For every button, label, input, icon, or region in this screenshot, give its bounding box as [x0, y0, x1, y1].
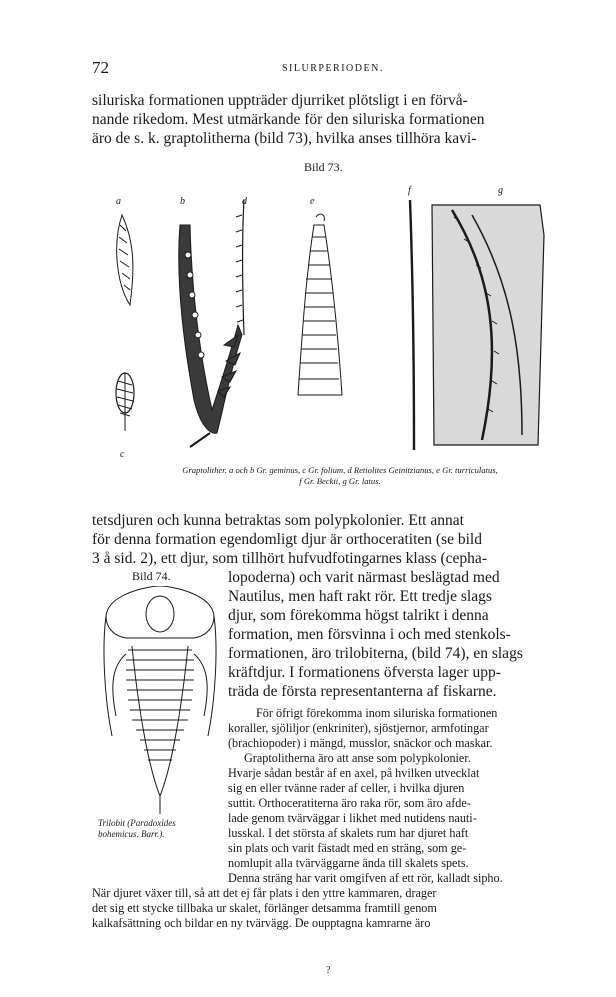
graptolite-illustration — [92, 195, 592, 465]
text-line: Graptolitherna äro att anse som polypkolonier. — [244, 751, 471, 765]
text-line: tetsdjuren och kunna betraktas som polypkolonier. Ett annat — [92, 512, 464, 529]
text-line: nomlupit alla tvärväggarne ända till skalets spets. — [228, 856, 469, 870]
graptolite-b-drawing — [179, 225, 242, 447]
text-line: kräftdjur. I formationens öfversta lager upp- — [228, 664, 501, 681]
caption-line: f Gr. Beckii, g Gr. latus. — [299, 476, 381, 486]
text-line: formationen, äro trilobiterna, (bild 74), en slags — [228, 645, 523, 662]
caption-line: Graptolither. a och b Gr. geminus, c Gr. folium, d Retiolites Geinitzianus, e Gr. turriculatus, — [182, 465, 498, 475]
text-line: lusskal. I det största af skalets rum har djuret haft — [228, 826, 469, 840]
figure-label-a: a — [116, 196, 121, 207]
page-number: 72 — [92, 58, 109, 77]
text-line: för denna formation egendomligt djur är orthoceratiten (se bild — [92, 531, 482, 548]
graptolite-a-drawing — [117, 215, 133, 305]
graptolite-c-drawing — [116, 373, 134, 431]
text-line: suttit. Orthoceratiterna äro raka rör, som äro afde- — [228, 796, 471, 810]
figure-label-e: e — [310, 196, 315, 207]
graptolite-g-drawing — [432, 205, 544, 445]
text-line: träda de första representanterna af fiskarne. — [228, 683, 497, 700]
figure-74-title: Bild 74. — [132, 569, 171, 583]
figure-73-title: Bild 73. — [304, 160, 343, 174]
caption-line: Trilobit (Paradoxides — [98, 818, 176, 828]
text-line: När djuret växer till, så att det ej får plats i den yttre kammaren, drager — [92, 886, 437, 900]
figure-label-d: d — [242, 196, 247, 207]
trilobite-illustration — [98, 586, 222, 816]
graptolite-d-drawing — [236, 200, 244, 335]
text-line: nande rikedom. Mest utmärkande för den siluriska formationen — [92, 111, 485, 128]
text-line: Nautilus, men haft rakt rör. Ett tredje slags — [228, 588, 492, 605]
figure-74-caption — [98, 818, 218, 840]
text-line: det sig ett stycke tillbaka ur skalet, förlänger detsamma framtill genom — [92, 901, 437, 915]
graptolite-e-drawing — [298, 214, 342, 395]
figure-73-caption — [92, 465, 588, 487]
figure-label-b: b — [180, 196, 185, 207]
text-line: lopoderna) och varit närmast beslägtad med — [228, 569, 500, 586]
text-line: 3 å sid. 2), ett djur, som tillhört hufvudfotingarnes klass (cepha- — [92, 550, 487, 567]
text-line: djur, som förekomma högst talrikt i denna — [228, 607, 489, 624]
print-artifact: ? — [326, 965, 331, 976]
figure-label-c: c — [120, 449, 125, 460]
graptolite-f-drawing — [410, 200, 414, 450]
text-line: Hvarje sådan består af en axel, på hvilken utvecklat — [228, 766, 480, 780]
text-line: koraller, sjöliljor (enkriniter), sjöstjernor, armfotingar — [228, 721, 489, 735]
figure-label-g: g — [498, 185, 503, 196]
text-line: sin plats och varit fästadt med en sträng, som ge- — [228, 841, 467, 855]
text-line: formation, men försvinna i och med stenkols- — [228, 626, 511, 643]
text-line: äro de s. k. graptolitherna (bild 73), hvilka anses tillhöra kavi- — [92, 130, 477, 147]
text-line: sig en eller tvänne rader af celler, i hvilka djuren — [228, 781, 465, 795]
caption-line: bohemicus. Barr.). — [98, 829, 165, 839]
text-line: (brachiopoder) i mängd, musslor, snäckor och maskar. — [228, 736, 493, 750]
text-line: lade genom tvärväggar i likhet med nutidens nauti- — [228, 811, 477, 825]
text-line: kalkafsättning och bildar en ny tvärvägg. De oupptagna kamrarne äro — [92, 916, 431, 930]
running-head: SILURPERIODEN. — [282, 63, 384, 74]
text-line: siluriska formationen uppträder djurriket plötsligt i en förvå- — [92, 92, 468, 109]
text-line: För öfrigt förekomma inom siluriska formationen — [256, 706, 498, 720]
text-line: Denna sträng har varit omgifven af ett rör, kalladt sipho. — [228, 871, 503, 885]
figure-label-f: f — [408, 185, 411, 196]
